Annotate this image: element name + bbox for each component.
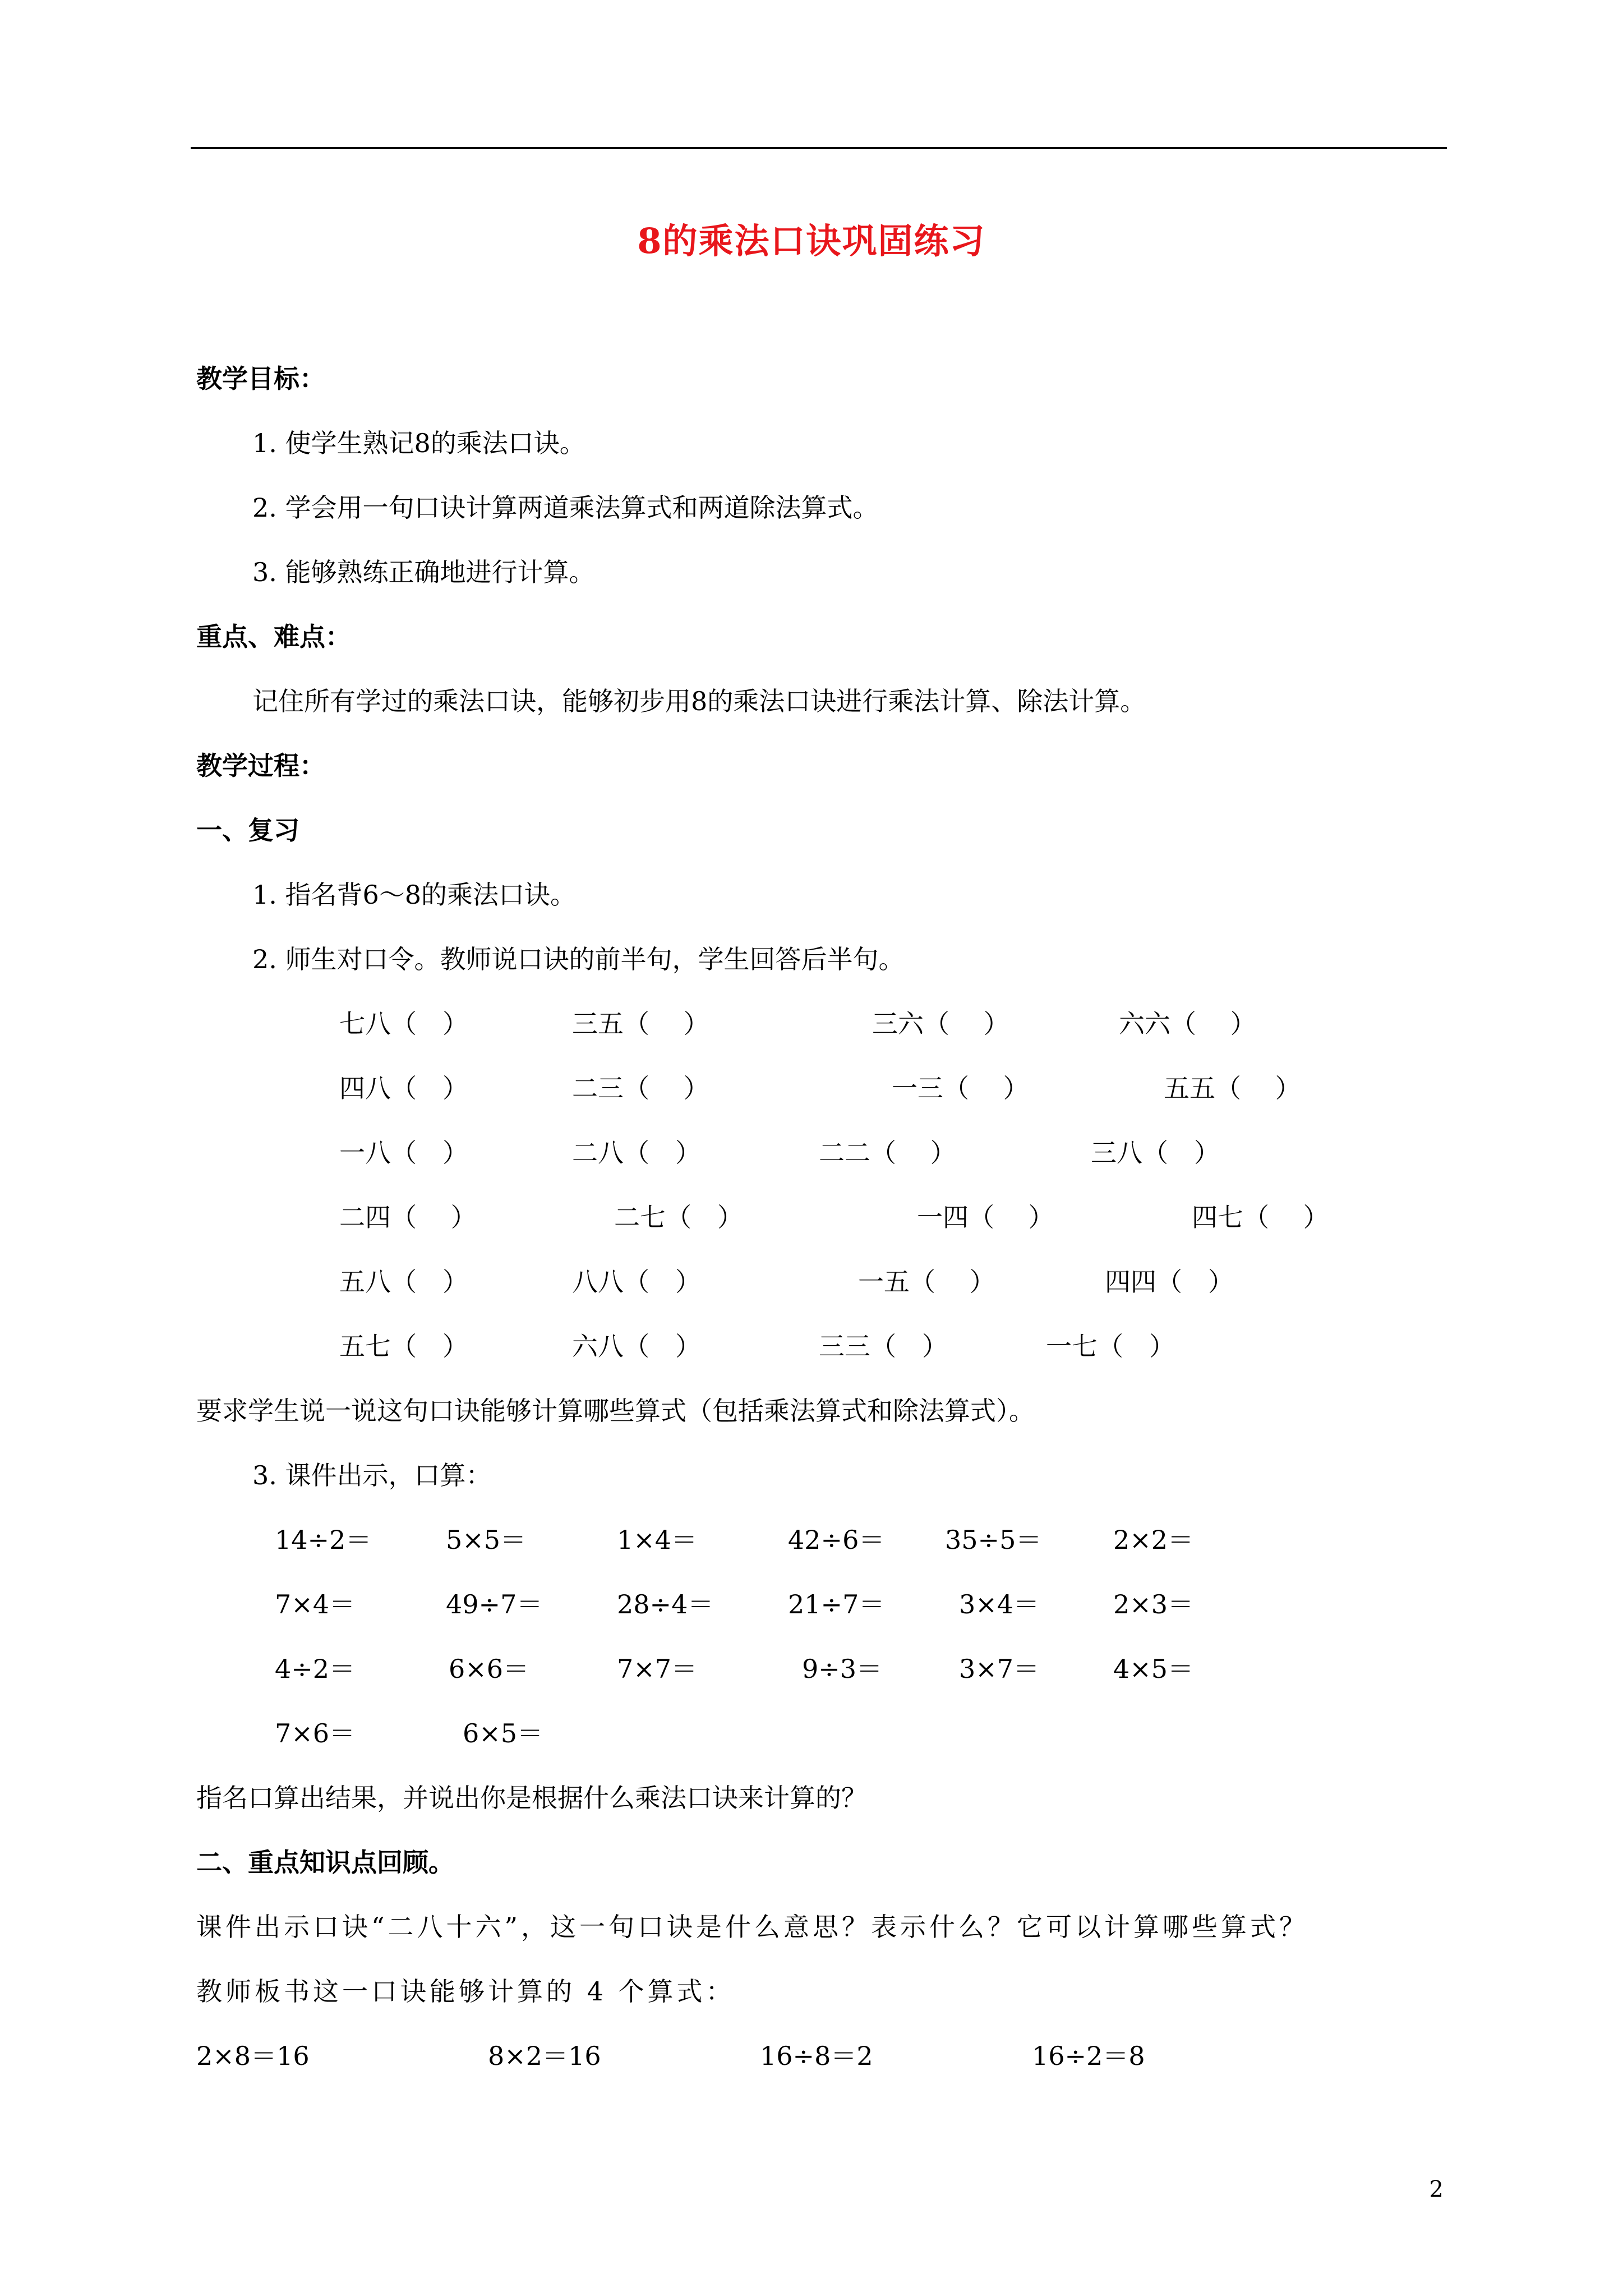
- mental-cell: 14÷2＝: [275, 1525, 372, 1555]
- mental-cell: 3×7＝: [959, 1654, 1040, 1684]
- page-number: 2: [1429, 2177, 1444, 2202]
- mental-cell: 1×4＝: [617, 1525, 698, 1555]
- review-note: 要求学生说一说这句口诀能够计算哪些算式（包括乘法算式和除法算式）。: [196, 1396, 1035, 1426]
- part2-line-1: 课件出示口诀“二八十六”，这一句口诀是什么意思？表示什么？它可以计算哪些算式？: [196, 1912, 1309, 1942]
- review-heading: 一、复习: [196, 815, 299, 845]
- verse-cell: 七八（ ）: [339, 1009, 468, 1039]
- verse-cell: 一四（ ）: [917, 1202, 1054, 1232]
- mental-cell: 6×6＝: [449, 1654, 529, 1684]
- mental-cell: 5×5＝: [446, 1525, 527, 1555]
- mental-cell: 4÷2＝: [275, 1654, 356, 1684]
- verse-cell: 一七（ ）: [1046, 1331, 1175, 1361]
- verse-cell: 一八（ ）: [339, 1138, 468, 1168]
- mental-cell: 7×6＝: [275, 1718, 356, 1749]
- mental-cell: 35÷5＝: [945, 1525, 1042, 1555]
- header-rule: [191, 147, 1447, 149]
- verse-cell: 四八（ ）: [339, 1073, 468, 1103]
- verse-cell: 五五（ ）: [1164, 1073, 1301, 1103]
- document-title: 8的乘法口诀巩固练习: [637, 220, 986, 261]
- verse-cell: 三六（ ）: [872, 1009, 1009, 1039]
- mental-cell: 2×2＝: [1113, 1525, 1194, 1555]
- verse-cell: 二三（ ）: [572, 1073, 709, 1103]
- verse-cell: 三三（ ）: [819, 1331, 948, 1361]
- verse-cell: 二二（ ）: [819, 1138, 956, 1168]
- mental-cell: 3×4＝: [959, 1589, 1040, 1619]
- equation: 16÷2＝8: [1032, 2041, 1145, 2071]
- goal-item-2: 2. 学会用一句口诀计算两道乘法算式和两道除法算式。: [252, 493, 879, 523]
- verse-cell: 二四（ ）: [339, 1202, 477, 1232]
- goals-heading: 教学目标：: [196, 364, 325, 394]
- mental-cell: 9÷3＝: [802, 1654, 883, 1684]
- process-heading: 教学过程：: [196, 751, 325, 781]
- key-points-text: 记住所有学过的乘法口诀，能够初步用8的乘法口诀进行乘法计算、除法计算。: [252, 686, 1146, 716]
- verse-cell: 五八（ ）: [339, 1267, 468, 1297]
- verse-cell: 一五（ ）: [858, 1267, 995, 1297]
- verse-cell: 一三（ ）: [892, 1073, 1029, 1103]
- verse-cell: 六八（ ）: [572, 1331, 701, 1361]
- goal-item-1: 1. 使学生熟记8的乘法口诀。: [252, 428, 585, 458]
- review-item-2: 2. 师生对口令。教师说口诀的前半句，学生回答后半句。: [252, 944, 905, 974]
- verse-cell: 八八（ ）: [572, 1267, 701, 1297]
- part2-line-2: 教师板书这一口诀能够计算的 4 个算式：: [196, 1976, 735, 2007]
- review-after: 指名口算出结果，并说出你是根据什么乘法口诀来计算的？: [196, 1783, 867, 1813]
- verse-cell: 三五（ ）: [572, 1009, 709, 1039]
- verse-cell: 四四（ ）: [1105, 1267, 1234, 1297]
- verse-cell: 二八（ ）: [572, 1138, 701, 1168]
- mental-cell: 4×5＝: [1113, 1654, 1194, 1684]
- verse-cell: 二七（ ）: [614, 1202, 743, 1232]
- mental-cell: 21÷7＝: [788, 1589, 885, 1619]
- mental-cell: 7×7＝: [617, 1654, 698, 1684]
- equation: 8×2＝16: [488, 2041, 601, 2071]
- verse-cell: 五七（ ）: [339, 1331, 468, 1361]
- equation: 2×8＝16: [196, 2041, 310, 2071]
- mental-cell: 28÷4＝: [617, 1589, 714, 1619]
- mental-cell: 7×4＝: [275, 1589, 356, 1619]
- verse-cell: 四七（ ）: [1192, 1202, 1329, 1232]
- equation: 16÷8＝2: [760, 2041, 873, 2071]
- key-points-heading: 重点、难点：: [196, 622, 351, 652]
- review-item-3: 3. 课件出示，口算：: [252, 1460, 492, 1490]
- review-item-1: 1. 指名背6～8的乘法口诀。: [252, 880, 577, 910]
- mental-cell: 6×5＝: [463, 1718, 543, 1749]
- verse-cell: 三八（ ）: [1091, 1138, 1220, 1168]
- part2-heading: 二、重点知识点回顾。: [196, 1847, 454, 1878]
- mental-cell: 49÷7＝: [446, 1589, 543, 1619]
- mental-cell: 2×3＝: [1113, 1589, 1194, 1619]
- goal-item-3: 3. 能够熟练正确地进行计算。: [252, 557, 595, 587]
- mental-cell: 42÷6＝: [788, 1525, 885, 1555]
- verse-cell: 六六（ ）: [1119, 1009, 1256, 1039]
